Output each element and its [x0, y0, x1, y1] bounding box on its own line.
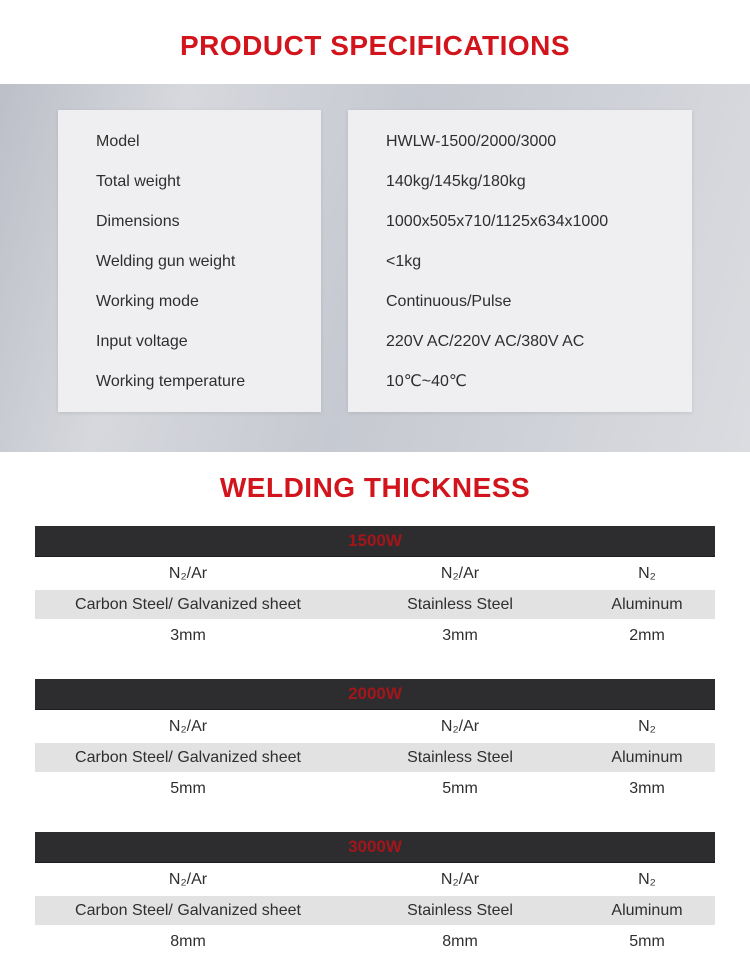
spec-label-dimensions: Dimensions [96, 213, 180, 230]
gas-cell: N₂/Ar [440, 717, 480, 735]
spec-label-input-voltage: Input voltage [96, 333, 188, 350]
material-cell: Stainless Steel [407, 595, 513, 613]
power-bar-1500w: 1500W [35, 526, 715, 557]
thickness-row [35, 772, 715, 805]
material-cell: Carbon Steel/ Galvanized sheet [75, 901, 301, 919]
thickness-cell: 2mm [629, 626, 665, 644]
spec-value-welding-gun-weight: <1kg [386, 253, 422, 270]
material-cell: Stainless Steel [407, 901, 513, 919]
spec-value-total-weight: 140kg/145kg/180kg [386, 173, 526, 190]
gas-row [35, 557, 715, 590]
spec-value-input-voltage: 220V AC/220V AC/380V AC [386, 333, 585, 350]
gas-cell: N₂/Ar [440, 564, 480, 582]
spec-label-model: Model [96, 133, 140, 150]
thickness-cell: 5mm [629, 932, 665, 950]
welding-table-1500w [35, 526, 715, 652]
product-specifications-section [0, 84, 750, 452]
spec-label-working-mode: Working mode [96, 293, 199, 310]
welding-tables [35, 526, 715, 958]
gas-cell: N₂/Ar [168, 870, 208, 888]
material-cell: Aluminum [611, 901, 683, 919]
gas-cell: N₂/Ar [440, 870, 480, 888]
material-row [35, 896, 715, 925]
gas-cell: N₂ [638, 564, 656, 582]
thickness-cell: 3mm [442, 626, 478, 644]
spec-value-working-mode: Continuous/Pulse [386, 293, 512, 310]
material-cell: Stainless Steel [407, 748, 513, 766]
spec-label-total-weight: Total weight [96, 173, 181, 190]
material-row [35, 590, 715, 619]
spec-label-welding-gun-weight: Welding gun weight [96, 253, 236, 270]
material-cell: Aluminum [611, 595, 683, 613]
welding-table-2000w [35, 679, 715, 805]
thickness-cell: 3mm [170, 626, 206, 644]
spec-value-working-temperature: 10℃~40℃ [386, 373, 467, 390]
material-cell: Aluminum [611, 748, 683, 766]
thickness-cell: 8mm [170, 932, 206, 950]
power-bar-3000w: 3000W [35, 832, 715, 863]
gas-cell: N₂ [638, 870, 656, 888]
gas-row [35, 863, 715, 896]
power-bar-2000w: 2000W [35, 679, 715, 710]
material-cell: Carbon Steel/ Galvanized sheet [75, 748, 301, 766]
thickness-row [35, 925, 715, 958]
page-title: PRODUCT SPECIFICATIONS [179, 30, 571, 61]
spec-values-panel [348, 110, 692, 412]
material-row [35, 743, 715, 772]
spec-label-working-temperature: Working temperature [96, 373, 246, 390]
thickness-cell: 5mm [442, 779, 478, 797]
spec-value-model: HWLW-1500/2000/3000 [386, 133, 557, 150]
thickness-cell: 5mm [170, 779, 206, 797]
welding-table-3000w [35, 832, 715, 958]
gas-cell: N₂ [638, 717, 656, 735]
thickness-row [35, 619, 715, 652]
gas-cell: N₂/Ar [168, 564, 208, 582]
spec-value-dimensions: 1000x505x710/1125x634x1000 [386, 213, 609, 230]
spec-labels-panel [58, 110, 321, 412]
gas-cell: N₂/Ar [168, 717, 208, 735]
material-cell: Carbon Steel/ Galvanized sheet [75, 595, 301, 613]
gas-row [35, 710, 715, 743]
welding-thickness-title: WELDING THICKNESS [219, 472, 531, 503]
thickness-cell: 8mm [442, 932, 478, 950]
thickness-cell: 3mm [629, 779, 665, 797]
